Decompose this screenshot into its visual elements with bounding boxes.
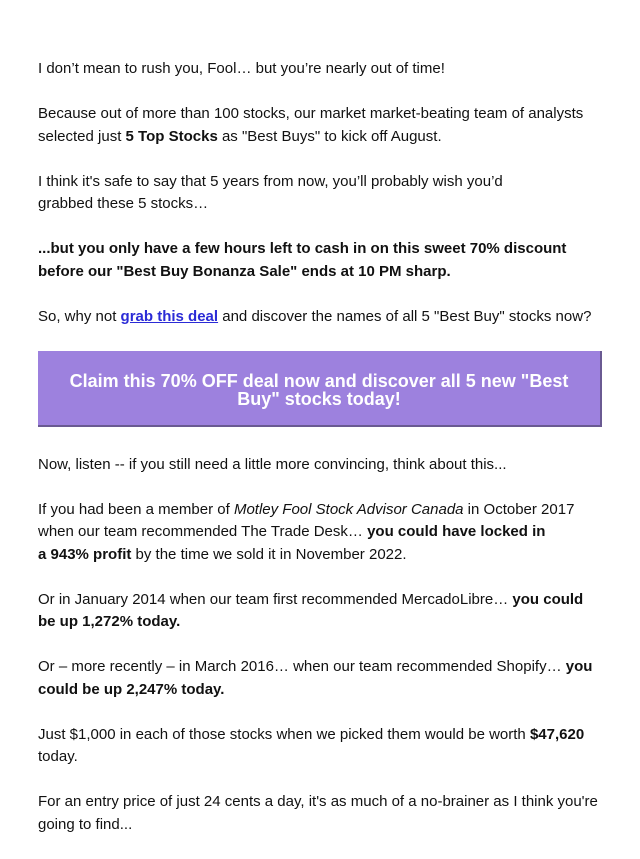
text-span: grabbed these 5 stocks… xyxy=(38,195,209,212)
bold-text: you could be up 1,272% today. xyxy=(38,590,584,630)
text-span: and discover the names of all 5 "Best Buy" stocks now? xyxy=(218,307,592,325)
text-span: as "Best Buys" to kick off August. xyxy=(217,127,442,145)
mercadolibre-paragraph xyxy=(38,589,602,634)
bold-text: you could have locked in xyxy=(367,523,546,540)
text-span: in October 2017 when our team recommended The Trade Desk… xyxy=(38,500,575,540)
text-span: I think it's safe to say that 5 years from now, you’ll probably wish you’d xyxy=(38,172,503,190)
shopify-paragraph xyxy=(38,656,602,701)
text-span: So, why not xyxy=(38,307,121,325)
text-span: Because out of more than 100 stocks, our market market-beating team of analysts selected just xyxy=(38,105,584,145)
best-buys-paragraph xyxy=(38,103,602,148)
email-body xyxy=(38,58,602,859)
five-years-paragraph xyxy=(38,171,602,216)
text-span: by the time we sold it in November 2022. xyxy=(131,545,407,563)
italic-text: Motley Fool Stock Advisor Canada xyxy=(233,500,464,518)
bold-text: $47,620 xyxy=(529,725,585,743)
text-span: Or in January 2014 when our team first recommended MercadoLibre… xyxy=(38,590,513,608)
text-span: Or – more recently – in March 2016… when our team recommended Shopify… xyxy=(38,658,566,675)
entry-price-paragraph: For an entry price of just 24 cents a day, it's as much of a no-brainer as I think you're going to find... xyxy=(38,793,598,833)
intro-paragraph: I don’t mean to rush you, Fool… but you’re nearly out of time! xyxy=(38,60,445,77)
bold-text: ...but you only have a few hours left to cash in on this sweet 70% discount before our "Best Buy Bonanza Sale" ends at 10 PM sharp. xyxy=(38,240,567,280)
text-span: Just $1,000 in each of those stocks when we picked them would be worth xyxy=(38,725,530,743)
text-span: today. xyxy=(38,748,78,765)
claim-deal-button[interactable]: Claim this 70% OFF deal now and discover all 5 new "Best Buy" stocks today! xyxy=(38,351,602,427)
text-span: If you had been a member of xyxy=(38,500,234,518)
trade-desk-paragraph xyxy=(38,499,602,567)
bold-text: a 943% profit xyxy=(38,545,132,563)
worth-paragraph xyxy=(38,724,602,769)
grab-deal-link[interactable]: grab this deal xyxy=(120,307,219,325)
bold-text: 5 Top Stocks xyxy=(125,127,218,145)
convincing-paragraph: Now, listen -- if you still need a little more convincing, think about this... xyxy=(38,455,507,473)
discount-paragraph xyxy=(38,238,602,283)
bold-text: you could be up 2,247% today. xyxy=(38,658,593,698)
grab-deal-paragraph xyxy=(38,306,602,329)
